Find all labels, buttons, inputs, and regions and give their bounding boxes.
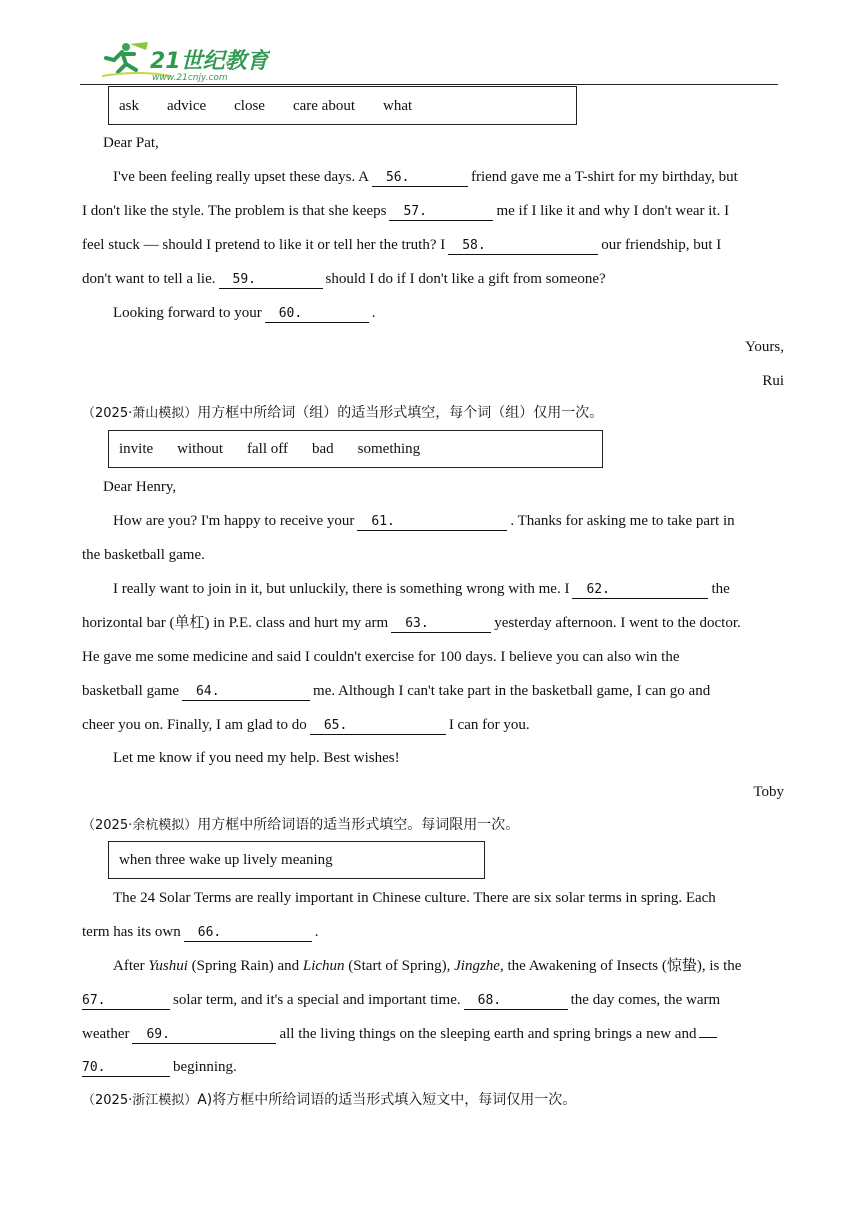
paragraph-line: I've been feeling really upset these days. A 56. friend gave me a T-shirt for my birthday, but xyxy=(113,169,738,185)
salutation: Dear Pat, xyxy=(103,135,159,151)
signature: Toby xyxy=(753,784,784,800)
paragraph-line: horizontal bar (单杠) in P.E. class and hurt my arm 63. yesterday afternoon. I went to the doctor. xyxy=(82,615,741,631)
word-box-item: fall off xyxy=(247,441,288,457)
question-header: （2025·余杭模拟）用方框中所给词语的适当形式填空。每词限用一次。 xyxy=(82,817,520,833)
paragraph-line: feel stuck — should I pretend to like it or tell her the truth? I 58. our friendship, but I xyxy=(82,237,722,253)
paragraph-line: 70. beginning. xyxy=(82,1059,237,1075)
blank-65[interactable]: 65. xyxy=(310,717,446,735)
signature: Rui xyxy=(762,373,784,389)
word-box-1 xyxy=(108,86,577,125)
page-header xyxy=(0,0,860,88)
word-box-item: without xyxy=(177,441,224,457)
blank-66[interactable]: 66. xyxy=(184,924,312,942)
paragraph-line: weather 69. all the living things on the sleeping earth and spring brings a new and xyxy=(82,1024,784,1044)
paragraph-line: He gave me some medicine and said I couldn't exercise for 100 days. I believe you can also win the xyxy=(82,649,680,665)
paragraph-line: I really want to join in it, but unluckily, there is something wrong with me. I 62. the xyxy=(113,581,730,597)
blank-60[interactable]: 60. xyxy=(265,305,369,323)
word-box-3 xyxy=(108,841,485,879)
blank-56[interactable]: 56. xyxy=(372,169,468,187)
svg-text:www.21cnjy.com: www.21cnjy.com xyxy=(152,73,228,83)
paragraph-line: Looking forward to your 60. . xyxy=(113,305,376,321)
word-box-item: ask xyxy=(119,97,139,114)
salutation: Dear Henry, xyxy=(103,479,177,495)
blank-67[interactable]: 67. xyxy=(82,992,170,1010)
paragraph-line: don't want to tell a lie. 59. should I do if I don't like a gift from someone? xyxy=(82,271,606,287)
word-box-item: care about xyxy=(292,97,356,114)
paragraph-line: I don't like the style. The problem is that she keeps 57. me if I like it and why I don't wear it. I xyxy=(82,203,730,219)
paragraph-line: term has its own 66. . xyxy=(82,924,319,940)
paragraph-line: 67. solar term, and it's a special and important time. 68. the day comes, the warm xyxy=(82,992,721,1008)
blank-62[interactable]: 62. xyxy=(572,581,708,599)
question-header: （2025·萧山模拟）用方框中所给词（组）的适当形式填空，每个词（组）仅用一次。 xyxy=(82,405,604,421)
paragraph-line: The 24 Solar Terms are really important in Chinese culture. There are six solar terms in spring. Each xyxy=(113,890,716,906)
word-box-item: something xyxy=(357,441,421,457)
blank-63[interactable]: 63. xyxy=(391,615,491,633)
word-box-item: invite xyxy=(119,441,154,457)
paragraph-line: Let me know if you need my help. Best wishes! xyxy=(113,750,400,766)
blank-59[interactable]: 59. xyxy=(219,271,323,289)
paragraph-line: cheer you on. Finally, I am glad to do 65. I can for you. xyxy=(82,717,530,733)
word-box-item: close xyxy=(234,97,265,114)
question-header: （2025·浙江模拟）A)将方框中所给词语的适当形式填入短文中，每词仅用一次。 xyxy=(82,1092,577,1108)
blank-57[interactable]: 57. xyxy=(389,203,493,221)
blank-70[interactable]: 70. xyxy=(82,1059,170,1077)
header-rule xyxy=(80,84,778,85)
paragraph-line: the basketball game. xyxy=(82,547,205,563)
logo xyxy=(100,40,270,84)
blank-68[interactable]: 68. xyxy=(464,992,568,1010)
blank-61[interactable]: 61. xyxy=(357,513,507,531)
paragraph-line: basketball game 64. me. Although I can't take part in the basketball game, I can go and xyxy=(82,683,711,699)
svg-text:21世纪教育: 21世纪教育 xyxy=(150,49,269,74)
word-box-item: when three wake up lively meaning xyxy=(119,852,333,868)
word-box-2 xyxy=(108,430,603,468)
blank-70-start[interactable] xyxy=(699,1037,717,1038)
paragraph-line: After Yushui (Spring Rain) and Lichun (Start of Spring), Jingzhe, the Awakening of Insects (惊蛰), is the xyxy=(113,958,742,974)
closing: Yours, xyxy=(745,339,784,355)
paragraph-line: How are you? I'm happy to receive your 61. . Thanks for asking me to take part in xyxy=(113,513,735,529)
blank-58[interactable]: 58. xyxy=(448,237,598,255)
blank-64[interactable]: 64. xyxy=(182,683,310,701)
word-box-item: bad xyxy=(311,441,334,457)
word-box-item: what xyxy=(383,97,413,114)
word-box-item: advice xyxy=(167,97,207,114)
blank-69[interactable]: 69. xyxy=(132,1026,276,1044)
